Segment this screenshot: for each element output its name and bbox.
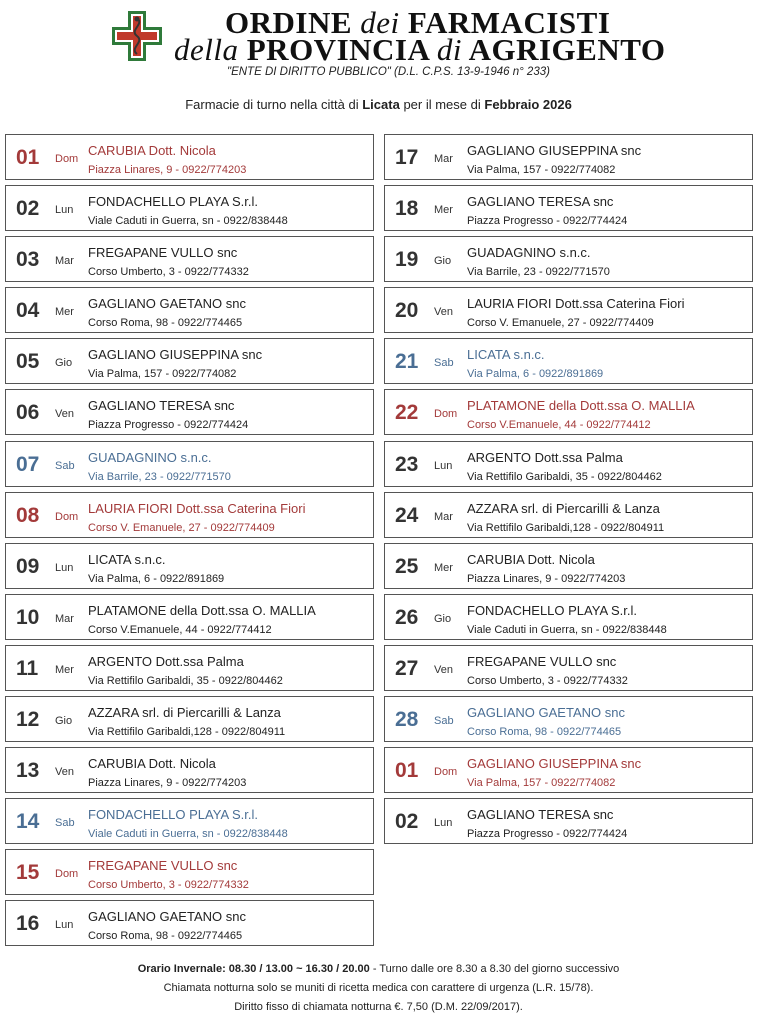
pharmacy-address: Corso Roma, 98 - 0922/774465 bbox=[88, 930, 243, 943]
day-of-week: Dom bbox=[434, 408, 458, 421]
pharmacy-name: GUADAGNINO s.n.c. bbox=[467, 245, 591, 261]
day-number: 08 bbox=[16, 503, 40, 527]
day-of-week: Lun bbox=[55, 204, 74, 217]
pharmacy-name: PLATAMONE della Dott.ssa O. MALLIA bbox=[467, 398, 695, 414]
pharmacy-address: Piazza Linares, 9 - 0922/774203 bbox=[88, 777, 247, 790]
pharmacy-name: GAGLIANO GAETANO snc bbox=[88, 296, 246, 312]
schedule-row bbox=[384, 645, 753, 691]
day-of-week: Ven bbox=[55, 766, 74, 779]
pharmacy-address: Corso Roma, 98 - 0922/774465 bbox=[88, 317, 243, 330]
schedule-row bbox=[384, 492, 753, 538]
pharmacy-name: GAGLIANO TERESA snc bbox=[467, 807, 614, 823]
pharmacy-address: Via Rettifilo Garibaldi,128 - 0922/804911 bbox=[88, 726, 286, 739]
pharmacy-name: GAGLIANO TERESA snc bbox=[88, 398, 235, 414]
pharmacy-name: AZZARA srl. di Piercarilli & Lanza bbox=[88, 705, 281, 721]
pharmacy-address: Corso Umberto, 3 - 0922/774332 bbox=[88, 879, 249, 892]
schedule-row bbox=[5, 798, 374, 844]
pharmacy-name: CARUBIA Dott. Nicola bbox=[88, 143, 216, 158]
pharmacy-address: Via Rettifilo Garibaldi, 35 - 0922/804462 bbox=[467, 470, 662, 483]
pharmacy-name: ARGENTO Dott.ssa Palma bbox=[467, 449, 623, 465]
day-number: 19 bbox=[395, 248, 419, 272]
pharmacy-name: GUADAGNINO s.n.c. bbox=[88, 449, 212, 465]
pharmacy-address: Via Palma, 6 - 0922/891869 bbox=[88, 572, 225, 585]
schedule-row bbox=[384, 594, 753, 640]
pharmacy-name: GAGLIANO GAETANO snc bbox=[88, 909, 246, 925]
pharmacy-address: Via Barrile, 23 - 0922/771570 bbox=[467, 266, 610, 279]
pharmacy-address: Via Palma, 6 - 0922/891869 bbox=[467, 368, 604, 381]
day-number: 21 bbox=[395, 350, 419, 374]
day-of-week: Mar bbox=[434, 153, 453, 165]
day-number: 13 bbox=[16, 759, 40, 783]
header-title-line2: della PROVINCIA di AGRIGENTO bbox=[174, 32, 666, 67]
pharmacy-name: FREGAPANE VULLO snc bbox=[88, 858, 238, 874]
schedule-row bbox=[5, 389, 374, 435]
schedule-row bbox=[5, 747, 374, 793]
day-number: 26 bbox=[395, 605, 419, 629]
pharmacy-address: Piazza Linares, 9 - 0922/774203 bbox=[88, 164, 247, 176]
page-footer bbox=[0, 960, 757, 1017]
schedule-row bbox=[5, 645, 374, 691]
day-number: 02 bbox=[395, 810, 419, 834]
pharmacy-address: Viale Caduti in Guerra, sn - 0922/838448 bbox=[88, 215, 288, 228]
day-of-week: Gio bbox=[434, 612, 452, 625]
day-of-week: Gio bbox=[55, 357, 73, 370]
pharmacy-name: LICATA s.n.c. bbox=[467, 347, 545, 363]
day-number: 06 bbox=[16, 401, 40, 425]
day-number: 01 bbox=[16, 146, 40, 169]
schedule-row bbox=[384, 185, 753, 231]
pharmacy-address: Via Palma, 157 - 0922/774082 bbox=[467, 777, 616, 790]
schedule-row bbox=[5, 134, 374, 180]
day-of-week: Mer bbox=[434, 561, 453, 574]
day-of-week: Ven bbox=[55, 408, 74, 421]
day-number: 04 bbox=[16, 299, 40, 323]
pharmacy-name: CARUBIA Dott. Nicola bbox=[467, 551, 595, 567]
schedule-row bbox=[384, 441, 753, 487]
pharmacy-address: Via Rettifilo Garibaldi,128 - 0922/804911 bbox=[467, 521, 665, 534]
pharmacy-name: FONDACHELLO PLAYA S.r.l. bbox=[88, 807, 259, 823]
pharmacy-name: LAURIA FIORI Dott.ssa Caterina Fiori bbox=[88, 500, 306, 516]
pharmacy-name: GAGLIANO GIUSEPPINA snc bbox=[467, 756, 642, 772]
schedule-row bbox=[5, 236, 374, 282]
pharmacy-name: CARUBIA Dott. Nicola bbox=[88, 756, 216, 772]
day-of-week: Mar bbox=[55, 612, 74, 625]
pharmacy-name: FREGAPANE VULLO snc bbox=[88, 245, 238, 261]
footer-hours: Orario Invernale: 08.30 / 13.00 ~ 16.30 / 20.00 - Turno dalle ore 8.30 a 8.30 del giorno successivo bbox=[137, 963, 620, 975]
day-of-week: Mer bbox=[434, 204, 453, 217]
day-of-week: Sab bbox=[55, 459, 75, 472]
day-number: 18 bbox=[395, 197, 419, 221]
pharmacy-address: Piazza Progresso - 0922/774424 bbox=[467, 828, 628, 841]
day-of-week: Lun bbox=[55, 919, 74, 932]
day-number: 07 bbox=[16, 452, 40, 476]
pharmacy-address: Piazza Linares, 9 - 0922/774203 bbox=[467, 572, 626, 585]
pharmacy-name: PLATAMONE della Dott.ssa O. MALLIA bbox=[88, 602, 316, 618]
footer-night-call-note: Chiamata notturna solo se muniti di ricetta medica con carattere di urgenza (L.R. 15/78). bbox=[163, 982, 594, 994]
pharmacy-name: FONDACHELLO PLAYA S.r.l. bbox=[467, 602, 638, 618]
schedule-row bbox=[384, 543, 753, 589]
day-number: 09 bbox=[16, 554, 40, 578]
day-of-week: Lun bbox=[55, 561, 74, 574]
schedule-row bbox=[5, 185, 374, 231]
day-of-week: Mar bbox=[434, 510, 453, 523]
day-number: 22 bbox=[395, 401, 419, 425]
pharmacy-address: Piazza Progresso - 0922/774424 bbox=[467, 215, 628, 228]
day-of-week: Mer bbox=[55, 306, 74, 319]
day-of-week: Mar bbox=[55, 255, 74, 268]
pharmacy-address: Viale Caduti in Guerra, sn - 0922/838448 bbox=[467, 623, 667, 636]
schedule-heading: Farmacie di turno nella città di Licata per il mese di Febbraio 2026 bbox=[185, 97, 572, 112]
day-of-week: Lun bbox=[434, 459, 453, 472]
day-number: 15 bbox=[16, 861, 40, 885]
schedule-row bbox=[5, 338, 374, 384]
day-number: 01 bbox=[395, 759, 419, 783]
day-number: 02 bbox=[16, 197, 40, 221]
schedule-column-left bbox=[5, 134, 374, 952]
pharmacy-address: Corso V. Emanuele, 27 - 0922/774409 bbox=[467, 317, 654, 330]
day-number: 23 bbox=[395, 452, 419, 476]
day-of-week: Lun bbox=[434, 817, 453, 830]
schedule-column-right bbox=[384, 134, 753, 849]
day-of-week: Ven bbox=[434, 306, 453, 319]
pharmacy-address: Via Barrile, 23 - 0922/771570 bbox=[88, 470, 231, 483]
pharmacy-address: Corso Umberto, 3 - 0922/774332 bbox=[88, 266, 249, 279]
day-of-week: Gio bbox=[55, 715, 73, 728]
schedule-row bbox=[384, 747, 753, 793]
header-title-line1: ORDINE dei FARMACISTI bbox=[225, 5, 611, 40]
footer-night-fee: Diritto fisso di chiamata notturna €. 7,50 (D.M. 22/09/2017). bbox=[234, 1001, 523, 1013]
pharmacy-name: AZZARA srl. di Piercarilli & Lanza bbox=[467, 500, 660, 516]
pharmacy-name: FREGAPANE VULLO snc bbox=[467, 653, 617, 669]
schedule-row bbox=[384, 134, 753, 180]
pharmacy-name: LAURIA FIORI Dott.ssa Caterina Fiori bbox=[467, 296, 685, 312]
day-of-week: Dom bbox=[55, 868, 79, 881]
pharmacy-name: ARGENTO Dott.ssa Palma bbox=[88, 653, 244, 669]
pharmacy-address: Corso Roma, 98 - 0922/774465 bbox=[467, 726, 622, 739]
pharmacy-name: FONDACHELLO PLAYA S.r.l. bbox=[88, 194, 259, 210]
day-number: 10 bbox=[16, 605, 40, 629]
day-number: 24 bbox=[395, 503, 419, 527]
pharmacy-name: GAGLIANO GIUSEPPINA snc bbox=[467, 143, 642, 158]
day-number: 11 bbox=[16, 656, 39, 680]
pharmacy-address: Piazza Progresso - 0922/774424 bbox=[88, 419, 249, 432]
schedule-row bbox=[5, 849, 374, 895]
pharmacy-name: GAGLIANO TERESA snc bbox=[467, 194, 614, 210]
day-number: 17 bbox=[395, 146, 419, 169]
day-of-week: Dom bbox=[434, 766, 458, 779]
schedule-row bbox=[5, 492, 374, 538]
pharmacy-address: Corso V.Emanuele, 44 - 0922/774412 bbox=[88, 623, 272, 636]
schedule-row bbox=[384, 287, 753, 333]
pharmacy-address: Via Palma, 157 - 0922/774082 bbox=[88, 368, 237, 381]
schedule-row bbox=[384, 798, 753, 844]
day-number: 14 bbox=[16, 810, 40, 834]
pharmacy-name: GAGLIANO GIUSEPPINA snc bbox=[88, 347, 263, 363]
schedule-row bbox=[5, 900, 374, 946]
day-number: 05 bbox=[16, 350, 40, 374]
schedule-row bbox=[5, 441, 374, 487]
day-number: 28 bbox=[395, 708, 419, 732]
pharmacy-address: Corso Umberto, 3 - 0922/774332 bbox=[467, 674, 628, 687]
pharmacy-name: LICATA s.n.c. bbox=[88, 551, 166, 567]
day-of-week: Dom bbox=[55, 153, 79, 165]
schedule-row bbox=[384, 696, 753, 742]
day-of-week: Mer bbox=[55, 663, 74, 676]
pharmacy-address: Corso V.Emanuele, 44 - 0922/774412 bbox=[467, 419, 651, 432]
schedule-row bbox=[5, 543, 374, 589]
day-number: 03 bbox=[16, 248, 40, 272]
day-number: 16 bbox=[16, 912, 40, 936]
pharmacy-address: Via Palma, 157 - 0922/774082 bbox=[467, 164, 616, 176]
day-number: 27 bbox=[395, 656, 419, 680]
header-subtitle: "ENTE DI DIRITTO PUBBLICO" (D.L. C.P.S. 13-9-1946 n° 233) bbox=[227, 66, 550, 78]
schedule-row bbox=[5, 696, 374, 742]
schedule-row bbox=[384, 389, 753, 435]
day-of-week: Sab bbox=[434, 715, 454, 728]
day-of-week: Gio bbox=[434, 255, 452, 268]
schedule-row bbox=[384, 338, 753, 384]
day-number: 12 bbox=[16, 708, 40, 732]
page-header bbox=[0, 0, 757, 125]
schedule-row bbox=[384, 236, 753, 282]
pharmacy-address: Viale Caduti in Guerra, sn - 0922/838448 bbox=[88, 828, 288, 841]
day-of-week: Sab bbox=[434, 357, 454, 370]
schedule-row bbox=[5, 594, 374, 640]
pharmacy-address: Corso V. Emanuele, 27 - 0922/774409 bbox=[88, 521, 275, 534]
day-number: 20 bbox=[395, 299, 419, 323]
day-of-week: Dom bbox=[55, 510, 79, 523]
pharmacy-address: Via Rettifilo Garibaldi, 35 - 0922/804462 bbox=[88, 674, 283, 687]
pharmacy-cross-logo bbox=[111, 10, 163, 62]
pharmacy-name: GAGLIANO GAETANO snc bbox=[467, 705, 625, 721]
day-number: 25 bbox=[395, 554, 419, 578]
day-of-week: Ven bbox=[434, 663, 453, 676]
day-of-week: Sab bbox=[55, 817, 75, 830]
schedule-row bbox=[5, 287, 374, 333]
